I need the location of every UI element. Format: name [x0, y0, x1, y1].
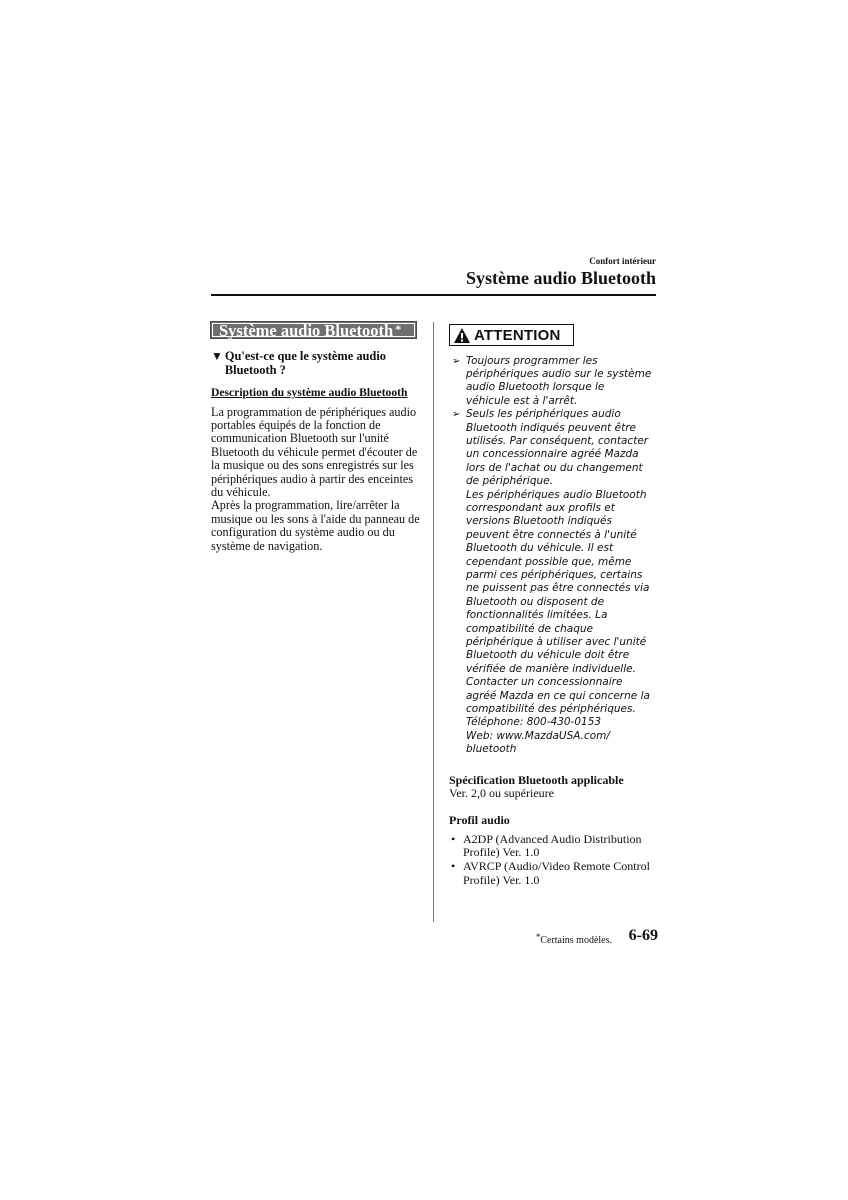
bullet-icon: •: [451, 859, 456, 874]
attention-list: [449, 355, 659, 757]
triangle-down-icon: ▼: [211, 349, 223, 364]
list-item: [449, 860, 659, 887]
profile-item-text: A2DP (Advanced Audio Distribution Profile) Ver. 1.0: [463, 831, 642, 860]
warning-triangle-icon: [453, 327, 471, 344]
attention-label: ATTENTION: [474, 326, 561, 344]
list-item: [449, 833, 659, 860]
column-divider: [433, 322, 434, 922]
arrow-bullet-icon: ➢: [452, 355, 461, 367]
topic-title-box: [210, 321, 417, 339]
optional-star: *: [395, 322, 402, 336]
question-heading: [211, 350, 421, 377]
attention-box: [449, 324, 574, 346]
profile-item-text: AVRCP (Audio/Video Remote Control Profile) Ver. 1.0: [463, 859, 650, 887]
attention-item-text: Seuls les périphériques audio Bluetooth indiqués peuvent être utilisés. Par conséquent, contacter un concessionnaire agréé Mazda lors de l'achat ou du changement de périphérique. Les périphériques audio Bluetooth correspondant aux profils et versions Bluetooth indiqués peuvent être connectés à l'unité Bluetooth du véhicule. Il est cependant possible que, même parmi ces périphériques, certains ne puissent pas être connectés via Bluetooth ou disposent de fonctionnalités limitées. La compatibilité de chaque périphérique à utiliser avec l'unité Bluetooth du véhicule doit être vérifiée de manière individuelle. Contacter un concessionnaire agréé Mazda en ce qui concerne la compatibilité des périphériques. Téléphone: 800-430-0153 Web: www.MazdaUSA.com/ bluetooth: [466, 408, 650, 756]
footnote-star: *: [535, 932, 541, 942]
description-paragraph-1: La programmation de périphériques audio portables équipés de la fonction de communication Bluetooth sur l'unité Bluetooth du véhicule permet d'écouter de la musique ou des sons enregistrés sur les périphériques audio à partir des enceintes du véhicule.: [211, 404, 418, 500]
profile-heading: Profil audio: [449, 812, 510, 827]
question-text: Qu'est-ce que le système audio Bluetooth ?: [224, 349, 386, 377]
section-title: Système audio Bluetooth: [465, 268, 656, 288]
left-column: [211, 321, 421, 553]
section-label: Confort intérieur: [589, 256, 656, 266]
list-item: [449, 355, 659, 409]
spec-block: [449, 774, 659, 801]
right-column: [449, 324, 659, 887]
profile-list: [449, 833, 659, 887]
arrow-bullet-icon: ➢: [452, 409, 461, 421]
header-rule: [211, 294, 656, 296]
bullet-icon: •: [451, 831, 456, 846]
description-title: Description du système audio Bluetooth: [211, 386, 408, 400]
spec-heading: Spécification Bluetooth applicable: [449, 772, 624, 787]
attention-item-text: Toujours programmer les périphériques audio sur le système audio Bluetooth lorsque le véhicule est à l'arrêt.: [466, 354, 652, 407]
footnote: [520, 932, 612, 946]
list-item: [449, 408, 659, 757]
footnote-text: Certains modèles.: [540, 935, 612, 946]
description-paragraph-2: Après la programmation, lire/arrêter la musique ou les sons à l'aide du panneau de configuration du système audio ou du système de navigation.: [211, 498, 420, 553]
spec-value: Ver. 2,0 ou supérieure: [449, 786, 554, 801]
topic-title: Système audio Bluetooth: [219, 321, 394, 340]
page-number: 6-69: [628, 927, 658, 944]
